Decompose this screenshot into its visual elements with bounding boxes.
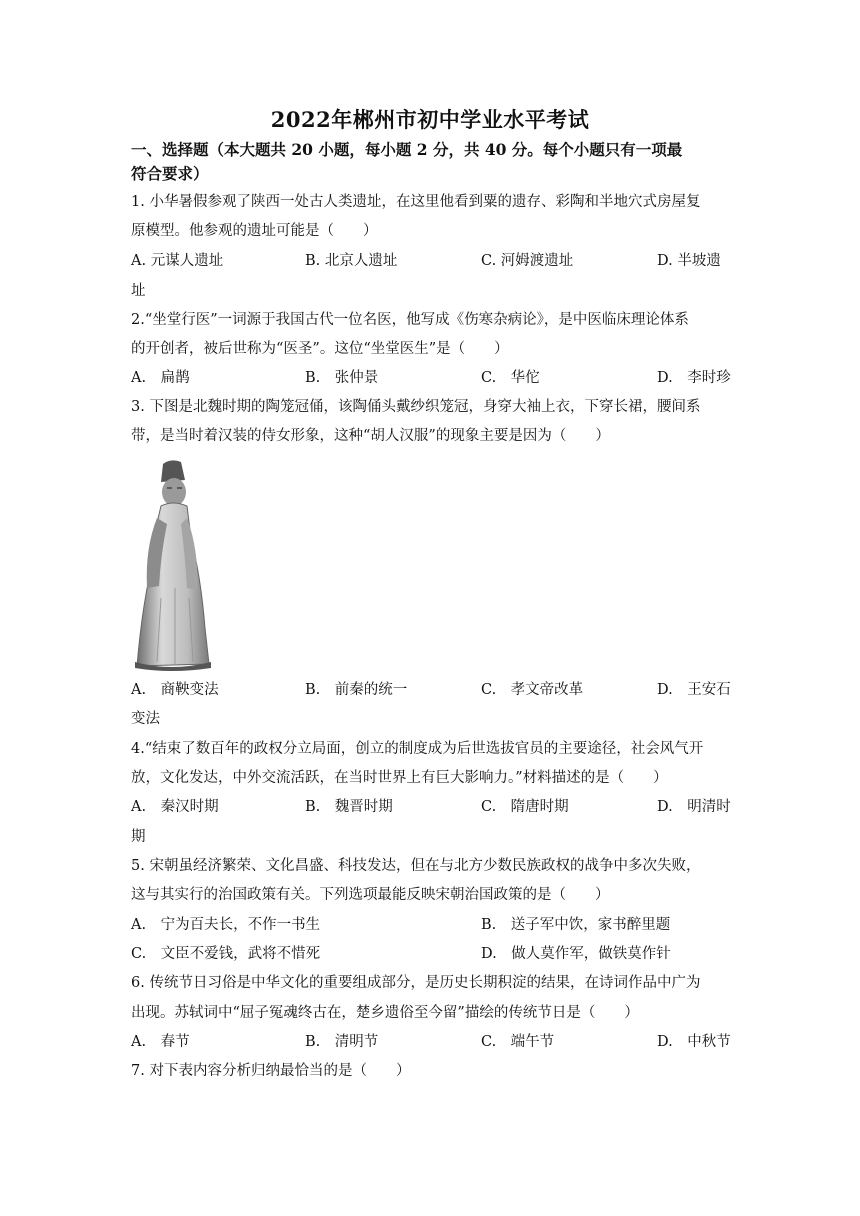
question-6-text: 6. 传统节日习俗是中华文化的重要组成部分，是历史长期积淀的结果，在诗词作品中广为 <box>131 975 701 991</box>
question-1-option-d[interactable]: D. 半坡遗 <box>657 253 721 269</box>
question-2-option-c[interactable]: C. 华佗 <box>481 370 540 386</box>
question-3-text: 3. 下图是北魏时期的陶笼冠俑，该陶俑头戴纱织笼冠，身穿大袖上衣，下穿长裙，腰间系 <box>131 399 701 415</box>
question-3-option-d-wrap: 变法 <box>131 711 160 727</box>
question-1-text: 原模型。他参观的遗址可能是（ ） <box>131 223 378 239</box>
question-4-text: 放，文化发达，中外交流活跃，在当时世界上有巨大影响力。”材料描述的是（ ） <box>131 770 668 786</box>
exam-title: 2022年郴州市初中学业水平考试 <box>270 107 590 132</box>
question-2-option-b[interactable]: B. 张仲景 <box>305 370 379 386</box>
question-6-option-b[interactable]: B. 清明节 <box>305 1034 379 1050</box>
section-heading-line-2: 符合要求） <box>131 164 209 183</box>
question-3-option-a[interactable]: A. 商鞅变法 <box>131 682 219 698</box>
question-5-option-c[interactable]: C. 文臣不爱钱，武将不惜死 <box>131 946 321 962</box>
section-heading-line-1: 一、选择题（本大题共 20 小题，每小题 2 分，共 40 分。每个小题只有一项最 <box>131 140 683 159</box>
question-5-option-b[interactable]: B. 送子军中饮，家书醉里题 <box>481 917 671 933</box>
question-5-text: 这与其实行的治国政策有关。下列选项最能反映宋朝治国政策的是（ ） <box>131 887 610 903</box>
question-3-option-c[interactable]: C. 孝文帝改革 <box>481 682 584 698</box>
question-1-text: 1. 小华暑假参观了陕西一处古人类遗址，在这里他看到粟的遗存、彩陶和半地穴式房屋复 <box>131 194 701 210</box>
question-3-option-b[interactable]: B. 前秦的统一 <box>305 682 408 698</box>
question-5-text: 5. 宋朝虽经济繁荣、文化昌盛、科技发达，但在与北方少数民族政权的战争中多次失败， <box>131 858 701 874</box>
question-1-option-a[interactable]: A. 元谋人遗址 <box>131 253 224 269</box>
question-4-option-a[interactable]: A. 秦汉时期 <box>131 799 219 815</box>
question-4-option-d-wrap: 期 <box>131 829 146 845</box>
question-5-option-d[interactable]: D. 做人莫作军，做铁莫作针 <box>481 946 671 962</box>
question-1-option-d-wrap: 址 <box>131 283 146 299</box>
question-5-option-a[interactable]: A. 宁为百夫长，不作一书生 <box>131 917 321 933</box>
question-3-text: 带，是当时着汉装的侍女形象，这种“胡人汉服”的现象主要是因为（ ） <box>131 428 610 444</box>
question-6-option-c[interactable]: C. 端午节 <box>481 1034 555 1050</box>
figurine-drawing <box>131 458 213 672</box>
question-7-text: 7. 对下表内容分析归纳最恰当的是（ ） <box>131 1063 411 1079</box>
question-1-option-b[interactable]: B. 北京人遗址 <box>305 253 398 269</box>
question-4-text: 4.“结束了数百年的政权分立局面，创立的制度成为后世选拔官员的主要途径，社会风气开 <box>131 741 704 757</box>
pottery-figurine-image <box>131 458 213 672</box>
question-4-option-b[interactable]: B. 魏晋时期 <box>305 799 393 815</box>
question-2-text: 的开创者，被后世称为“医圣”。这位“坐堂医生”是（ ） <box>131 341 509 357</box>
question-4-option-d[interactable]: D. 明清时 <box>657 799 731 815</box>
question-6-text: 出现。苏轼词中“屈子冤魂终古在，楚乡遗俗至今留”描绘的传统节日是（ ） <box>131 1005 639 1021</box>
question-6-option-a[interactable]: A. 春节 <box>131 1034 190 1050</box>
question-6-option-d[interactable]: D. 中秋节 <box>657 1034 731 1050</box>
question-1-option-c[interactable]: C. 河姆渡遗址 <box>481 253 574 269</box>
question-2-text: 2.“坐堂行医”一词源于我国古代一位名医，他写成《伤寒杂病论》，是中医临床理论体系 <box>131 312 689 328</box>
question-2-option-a[interactable]: A. 扁鹊 <box>131 370 190 386</box>
question-2-option-d[interactable]: D. 李时珍 <box>657 370 731 386</box>
question-4-option-c[interactable]: C. 隋唐时期 <box>481 799 569 815</box>
question-3-option-d[interactable]: D. 王安石 <box>657 682 731 698</box>
